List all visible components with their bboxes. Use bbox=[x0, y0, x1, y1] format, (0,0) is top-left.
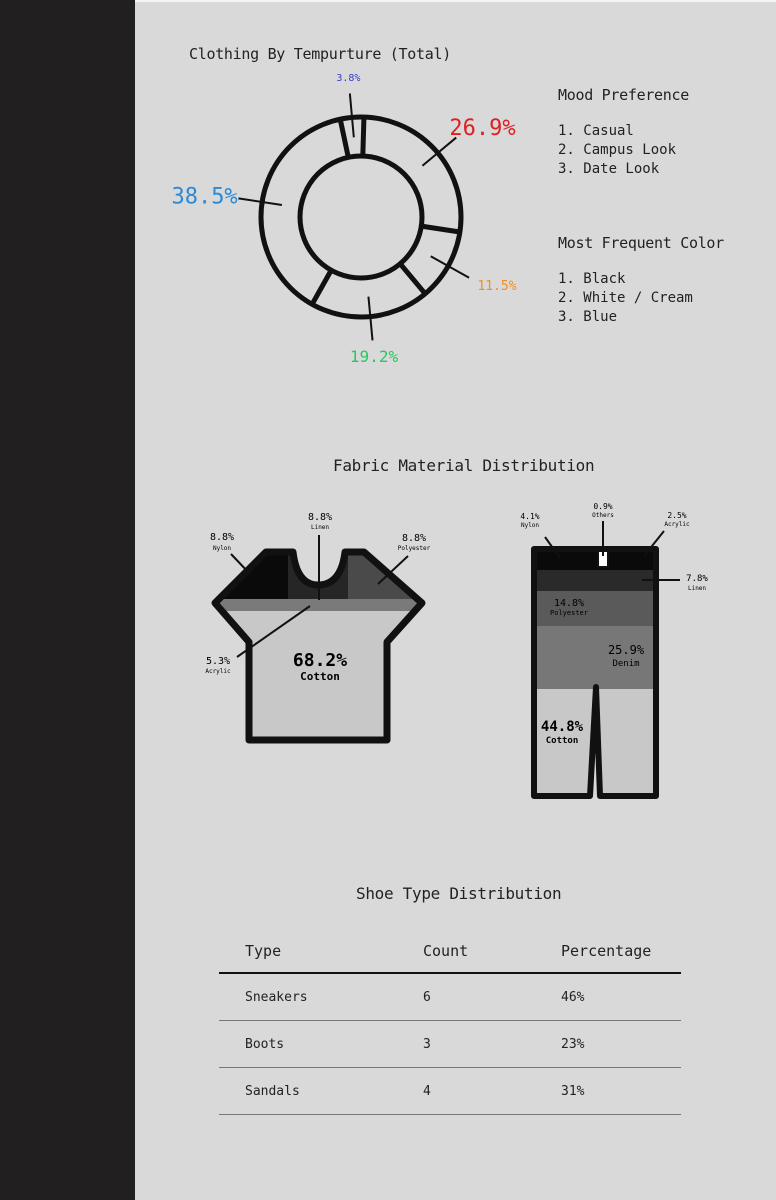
table-cell: 46% bbox=[535, 973, 681, 1021]
tshirt-linen-name: Linen bbox=[310, 524, 330, 531]
fabric-title: Fabric Material Distribution bbox=[333, 456, 595, 475]
tshirt-polyester-name: Polyester bbox=[397, 545, 431, 552]
column-header: Percentage bbox=[535, 930, 681, 973]
shoe-table bbox=[219, 930, 681, 1115]
list-item: 2. White / Cream bbox=[558, 290, 693, 306]
pants-cotton-pct: 44.8% bbox=[540, 719, 584, 735]
pants-denim-pct: 25.9% bbox=[607, 643, 645, 657]
tshirt-cotton-pct: 68.2% bbox=[292, 650, 348, 671]
pants-acrylic-pct: 2.5% bbox=[667, 511, 687, 520]
table-cell: 6 bbox=[397, 973, 535, 1021]
list-item: 2. Campus Look bbox=[558, 142, 677, 158]
tshirt-polyester-pct: 8.8% bbox=[401, 533, 427, 544]
table-cell: 3 bbox=[397, 1021, 535, 1068]
table-row bbox=[219, 1021, 681, 1068]
donut-slice-label: 38.5% bbox=[171, 184, 238, 210]
list-item: 1. Casual bbox=[558, 123, 634, 139]
table-cell: 23% bbox=[535, 1021, 681, 1068]
pants-polyester-pct: 14.8% bbox=[553, 598, 585, 609]
pants-cotton-name: Cotton bbox=[545, 736, 579, 746]
pants-linen-pct: 7.8% bbox=[686, 574, 708, 584]
pants-others-pct: 0.9% bbox=[593, 502, 613, 511]
donut-slice-label: 3.8% bbox=[336, 73, 361, 85]
color-title: Most Frequent Color bbox=[558, 234, 724, 252]
donut-slice-label: 11.5% bbox=[477, 279, 517, 295]
pants-linen-name: Linen bbox=[687, 585, 707, 592]
tshirt-nylon-pct: 8.8% bbox=[209, 532, 235, 543]
table-cell: Sneakers bbox=[219, 973, 397, 1021]
pants-nylon-name: Nylon bbox=[520, 522, 540, 529]
column-header: Count bbox=[397, 930, 535, 973]
pants-linen-region bbox=[530, 570, 660, 592]
pants-others-name: Others bbox=[592, 512, 614, 519]
donut-slice-label: 26.9% bbox=[449, 116, 516, 142]
list-item: 3. Date Look bbox=[558, 161, 660, 177]
table-header-row bbox=[219, 930, 681, 973]
tshirt-cotton-name: Cotton bbox=[300, 670, 340, 683]
tshirt-acrylic-name: Acrylic bbox=[205, 668, 231, 675]
pants-nylon-pct: 4.1% bbox=[520, 512, 540, 521]
list-item: 3. Blue bbox=[558, 309, 618, 325]
pants-denim-name: Denim bbox=[612, 659, 640, 669]
tshirt-linen-pct: 8.8% bbox=[307, 512, 333, 523]
table-cell: 31% bbox=[535, 1068, 681, 1115]
column-header: Type bbox=[219, 930, 397, 973]
pants-polyester-name: Polyester bbox=[550, 609, 588, 617]
table-row bbox=[219, 1068, 681, 1115]
mood-title: Mood Preference bbox=[558, 86, 689, 104]
list-item: 1. Black bbox=[558, 271, 626, 287]
pants-acrylic-name: Acrylic bbox=[664, 521, 690, 528]
donut-title: Clothing By Tempurture (Total) bbox=[189, 45, 451, 63]
tshirt-nylon-name: Nylon bbox=[212, 545, 232, 552]
donut-slice-label: 19.2% bbox=[349, 346, 399, 366]
table-row bbox=[219, 973, 681, 1021]
table-cell: Boots bbox=[219, 1021, 397, 1068]
table-cell: 4 bbox=[397, 1068, 535, 1115]
pants-denim-region bbox=[530, 626, 660, 690]
table-cell: Sandals bbox=[219, 1068, 397, 1115]
tshirt-acrylic-pct: 5.3% bbox=[205, 656, 231, 667]
shoe-title: Shoe Type Distribution bbox=[356, 884, 562, 903]
